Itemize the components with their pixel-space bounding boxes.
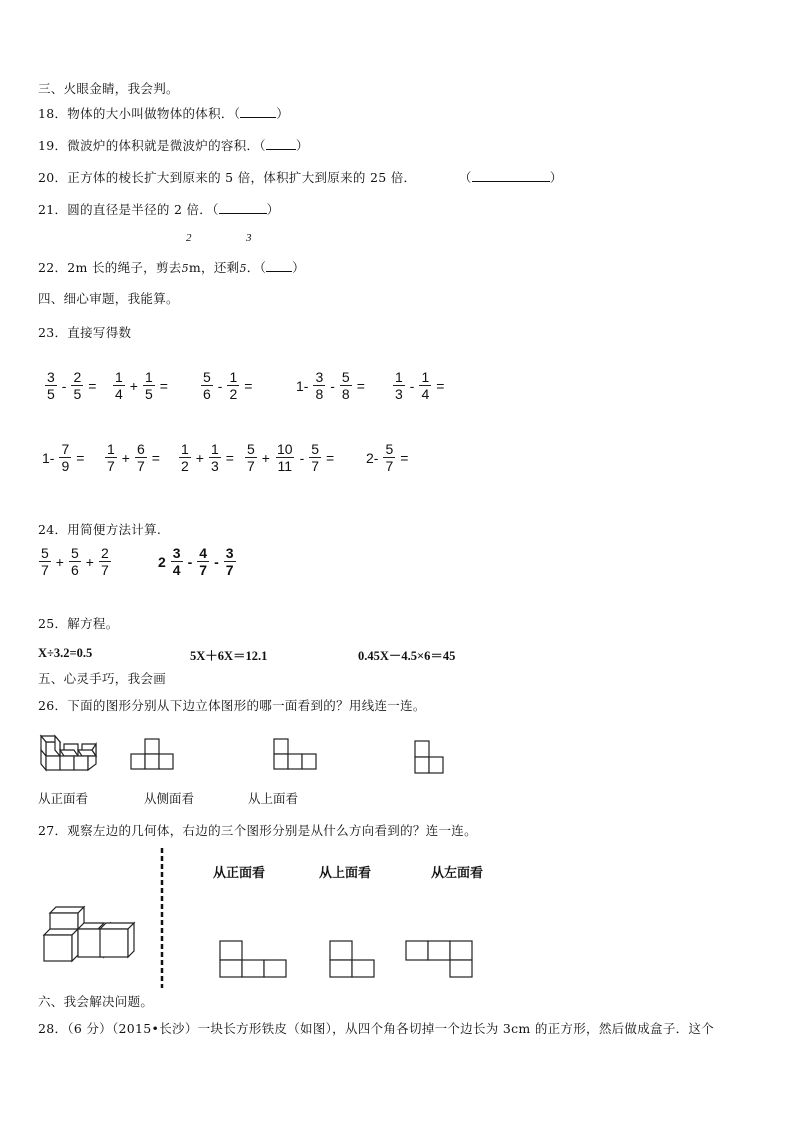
q23-row1-expr-4-frac-a-denominator: 8 bbox=[315, 386, 324, 403]
q18-answer-blank[interactable] bbox=[240, 106, 276, 118]
q27-view-shape-3 bbox=[405, 940, 475, 980]
q23-row2-expr-2-frac-b-denominator: 7 bbox=[136, 458, 145, 475]
q23-row1-expr-2-frac-a-denominator: 4 bbox=[115, 386, 123, 403]
q24-title: 24．用简便方法计算. bbox=[38, 522, 162, 537]
q23-row1-expr-3-frac-a bbox=[201, 369, 213, 402]
q27-view-shape-2 bbox=[329, 940, 377, 980]
q23-row2-expr-3-frac-a-denominator: 2 bbox=[181, 458, 189, 475]
q23-row2-expr-4-frac-b-denominator: 11 bbox=[277, 458, 293, 475]
q23-row1-expr-3 bbox=[200, 369, 256, 402]
q23-row1-expr-4-lead: 1- bbox=[296, 377, 309, 394]
q23-row2-expr-4-operator: + bbox=[261, 449, 270, 466]
q22-answer-blank[interactable] bbox=[266, 260, 292, 272]
q24-expr-1-frac-c-denominator: 7 bbox=[100, 562, 109, 579]
q22-frac2-num: 3 bbox=[246, 232, 252, 244]
q23-row1-expr-5-equals: = bbox=[436, 377, 445, 394]
q23-row2-expr-1-equals: = bbox=[76, 449, 85, 466]
q24-expr-1-frac-c bbox=[99, 545, 111, 578]
q19-text: 19．微波炉的体积就是微波炉的容积．（ bbox=[38, 138, 266, 153]
q23-row1-expr-5-frac-b-denominator: 4 bbox=[421, 386, 430, 403]
q21-answer-blank[interactable] bbox=[219, 202, 267, 214]
q26-title: 26．下面的图形分别从下边立体图形的哪一面看到的？用线连一连。 bbox=[38, 698, 426, 713]
q23-row2-expr-3-frac-b-denominator: 3 bbox=[210, 458, 219, 475]
q23-row1-expr-1-frac-a bbox=[45, 369, 57, 402]
q23-row1-expr-5-frac-a-numerator: 1 bbox=[395, 369, 403, 385]
q23-row2-expr-2 bbox=[104, 441, 164, 474]
q23-row2-expr-5-frac-a-numerator: 5 bbox=[385, 441, 394, 457]
q23-row1-expr-3-frac-b-numerator: 1 bbox=[229, 369, 238, 385]
q18-text: 18．物体的大小叫做物体的体积．（ bbox=[38, 106, 241, 121]
q23-row1-expr-1-frac-b-numerator: 2 bbox=[73, 369, 82, 385]
q23-row2-expr-5-equals: = bbox=[400, 449, 409, 466]
q26-solid-figure bbox=[38, 730, 102, 774]
question-21 bbox=[38, 200, 279, 218]
q27-view-shape-1 bbox=[219, 940, 289, 980]
q23-row2-expr-4-frac-c-numerator: 5 bbox=[311, 441, 320, 457]
q23-row1-expr-2-frac-b-denominator: 5 bbox=[144, 386, 153, 403]
q23-row1-expr-2-operator: + bbox=[129, 377, 138, 394]
q25-equation-3: 0.45X－4.5×6＝45 bbox=[358, 649, 456, 663]
q24-expr-2-operator-2: - bbox=[214, 553, 219, 570]
q25-equation-1: X÷3.2=0.5 bbox=[38, 646, 93, 660]
q23-row2-expr-2-frac-a bbox=[105, 441, 117, 474]
q23-row1-expr-3-frac-a-numerator: 5 bbox=[203, 369, 211, 385]
q23-row1-expr-5-frac-b bbox=[419, 369, 431, 402]
q23-row1-expr-4-operator: - bbox=[330, 377, 335, 394]
q27-header-front: 从正面看 bbox=[213, 866, 266, 881]
q24-expr-2-frac-b-numerator: 4 bbox=[199, 545, 208, 561]
q24-expr-2 bbox=[154, 545, 237, 578]
q23-row2-expr-5-frac-a bbox=[383, 441, 395, 474]
q24-expr-2-frac-b-denominator: 7 bbox=[199, 562, 208, 579]
q23-row2-expr-3-frac-a bbox=[179, 441, 191, 474]
q23-row2-expr-4-frac-a-numerator: 5 bbox=[247, 441, 255, 457]
q23-row2-expr-3-frac-a-numerator: 1 bbox=[181, 441, 189, 457]
q27-title: 27．观察左边的几何体，右边的三个图形分别是从什么方向看到的？连一连。 bbox=[38, 823, 477, 838]
q27-header-left: 从左面看 bbox=[431, 866, 484, 881]
question-22 bbox=[38, 258, 305, 276]
q23-row1-expr-4-frac-b-numerator: 5 bbox=[341, 369, 350, 385]
q23-row1-expr-2 bbox=[112, 369, 172, 402]
q23-title: 23．直接写得数 bbox=[38, 325, 132, 340]
q23-row1-expr-2-frac-b-numerator: 1 bbox=[144, 369, 153, 385]
q24-expr-1-frac-c-numerator: 2 bbox=[100, 545, 109, 561]
section-4-heading: 四、细心审题，我能算。 bbox=[38, 291, 179, 306]
q24-expr-1-frac-b-denominator: 6 bbox=[70, 562, 79, 579]
q23-row1-expr-1 bbox=[44, 369, 100, 402]
q23-row1-expr-2-frac-a bbox=[113, 369, 125, 402]
q23-row2-expr-2-frac-b-numerator: 6 bbox=[136, 441, 145, 457]
q24-expr-1-operator-2: + bbox=[85, 553, 94, 570]
q25-equation-2: 5X＋6X＝12.1 bbox=[190, 649, 268, 663]
q23-row1-expr-4-frac-a-numerator: 3 bbox=[315, 369, 324, 385]
q21-close: ） bbox=[266, 202, 280, 217]
q24-expr-2-frac-a-denominator: 4 bbox=[172, 562, 181, 579]
q23-row1-expr-1-frac-a-numerator: 3 bbox=[47, 369, 55, 385]
q20-text: 20．正方体的棱长扩大到原来的 5 倍，体积扩大到原来的 25 倍． bbox=[38, 170, 417, 185]
q24-expr-2-whole: 2 bbox=[158, 553, 166, 570]
q23-row1-expr-4 bbox=[292, 369, 369, 402]
q23-row1-expr-4-frac-b bbox=[340, 369, 352, 402]
q23-row2-expr-1-lead: 1- bbox=[42, 449, 55, 466]
q26-view-shape-2 bbox=[273, 738, 319, 770]
q23-row1-expr-3-operator: - bbox=[217, 377, 223, 394]
q25-title: 25．解方程。 bbox=[38, 616, 119, 631]
q23-row2-expr-4-frac-b-numerator: 10 bbox=[276, 441, 293, 457]
q19-answer-blank[interactable] bbox=[266, 138, 296, 150]
q23-row2-expr-1-frac-a-numerator: 7 bbox=[61, 441, 70, 457]
q22-post: ．（ bbox=[246, 260, 267, 275]
q24-expr-2-operator: - bbox=[187, 553, 193, 570]
q23-row2-expr-4-operator-2: - bbox=[299, 449, 305, 466]
q27-divider bbox=[160, 848, 164, 988]
q23-row1-expr-1-frac-b-denominator: 5 bbox=[73, 386, 82, 403]
q23-row2-expr-3-frac-b-numerator: 1 bbox=[210, 441, 219, 457]
q23-row2-expr-2-frac-a-denominator: 7 bbox=[107, 458, 115, 475]
q18-close: ） bbox=[276, 106, 290, 121]
q24-expr-2-frac-b bbox=[197, 545, 209, 578]
q23-row1-expr-5-frac-b-numerator: 1 bbox=[421, 369, 430, 385]
q23-row2-expr-1 bbox=[38, 441, 88, 474]
q23-row2-expr-4-frac-b bbox=[275, 441, 295, 474]
q23-row1-expr-5-frac-a bbox=[393, 369, 405, 402]
q23-row1-expr-3-frac-b bbox=[227, 369, 239, 402]
q23-row1-expr-1-operator: - bbox=[61, 377, 67, 394]
q23-row2-expr-5-lead: 2- bbox=[366, 449, 379, 466]
q22-frac2-den: 5 bbox=[239, 262, 247, 275]
q23-row2-expr-2-frac-b bbox=[135, 441, 147, 474]
q19-close: ） bbox=[295, 138, 309, 153]
section-3-heading: 三、火眼金睛，我会判。 bbox=[38, 81, 179, 96]
q23-row2-expr-2-equals: = bbox=[151, 449, 160, 466]
q24-expr-1-operator: + bbox=[55, 553, 64, 570]
question-20 bbox=[38, 168, 563, 186]
q23-row2-expr-4-frac-c bbox=[309, 441, 321, 474]
q27-solid-figure bbox=[42, 905, 138, 963]
q24-expr-1-frac-a-denominator: 7 bbox=[41, 562, 49, 579]
q22-frac1-num: 2 bbox=[186, 232, 192, 244]
q23-row2-expr-2-frac-a-numerator: 1 bbox=[107, 441, 115, 457]
q20-answer-blank[interactable] bbox=[472, 170, 550, 182]
q20-open: （ bbox=[458, 170, 472, 185]
question-28: 28．（6 分）（2015•长沙）一块长方形铁皮（如图），从四个角各切掉一个边长为 3cm 的正方形，然后做成盒子．这个 bbox=[38, 1021, 715, 1036]
q24-expr-2-frac-c-denominator: 7 bbox=[225, 562, 234, 579]
q23-row2-expr-3-equals: = bbox=[225, 449, 234, 466]
q24-expr-1-frac-b bbox=[69, 545, 81, 578]
q23-row1-expr-3-equals: = bbox=[244, 377, 253, 394]
q23-row1-expr-2-frac-a-numerator: 1 bbox=[115, 369, 123, 385]
q27-header-top: 从上面看 bbox=[319, 866, 372, 881]
q23-row1-expr-5-operator: - bbox=[409, 377, 415, 394]
q23-row2-expr-4 bbox=[244, 441, 338, 474]
q24-expr-2-frac-a bbox=[171, 545, 183, 578]
q26-label-side: 从侧面看 bbox=[144, 791, 195, 806]
q23-row2-expr-1-frac-a-denominator: 9 bbox=[61, 458, 70, 475]
q23-row2-expr-3 bbox=[178, 441, 238, 474]
q24-expr-1-frac-a bbox=[39, 545, 51, 578]
q26-label-front: 从正面看 bbox=[38, 791, 89, 806]
q23-row1-expr-1-equals: = bbox=[88, 377, 97, 394]
q24-expr-2-frac-c-numerator: 3 bbox=[225, 545, 234, 561]
q21-text: 21．圆的直径是半径的 2 倍．（ bbox=[38, 202, 219, 217]
section-5-heading: 五、心灵手巧，我会画 bbox=[38, 671, 167, 686]
q23-row2-expr-3-frac-b bbox=[209, 441, 221, 474]
q22-mid: m，还剩 bbox=[188, 260, 240, 275]
q23-row2-expr-5 bbox=[362, 441, 412, 474]
q24-expr-2-frac-c bbox=[224, 545, 236, 578]
q22-close: ） bbox=[292, 260, 305, 275]
q23-row1-expr-3-frac-b-denominator: 2 bbox=[229, 386, 238, 403]
q23-row1-expr-1-frac-b bbox=[71, 369, 83, 402]
q26-view-shape-1 bbox=[130, 738, 176, 770]
question-19 bbox=[38, 136, 309, 154]
q23-row2-expr-3-operator: + bbox=[195, 449, 204, 466]
question-18 bbox=[38, 104, 289, 122]
q23-row2-expr-5-frac-a-denominator: 7 bbox=[385, 458, 394, 475]
q20-close: ） bbox=[549, 170, 563, 185]
q23-row2-expr-4-frac-a-denominator: 7 bbox=[247, 458, 255, 475]
q23-row1-expr-2-equals: = bbox=[159, 377, 168, 394]
q23-row1-expr-5 bbox=[392, 369, 448, 402]
q26-label-top: 从上面看 bbox=[248, 791, 299, 806]
q24-expr-1-frac-b-numerator: 5 bbox=[70, 545, 79, 561]
q24-expr-1-frac-a-numerator: 5 bbox=[41, 545, 49, 561]
q24-expr-2-frac-a-numerator: 3 bbox=[172, 545, 181, 561]
q23-row1-expr-5-frac-a-denominator: 3 bbox=[395, 386, 403, 403]
q23-row1-expr-4-frac-a bbox=[313, 369, 325, 402]
section-6-heading: 六、我会解决问题。 bbox=[38, 994, 154, 1009]
q23-row2-expr-4-equals: = bbox=[326, 449, 335, 466]
q26-view-shape-3 bbox=[414, 740, 446, 774]
q23-row1-expr-3-frac-a-denominator: 6 bbox=[203, 386, 211, 403]
q23-row1-expr-2-frac-b bbox=[143, 369, 155, 402]
q23-row1-expr-4-equals: = bbox=[356, 377, 365, 394]
q23-row2-expr-2-operator: + bbox=[121, 449, 130, 466]
q23-row1-expr-4-frac-b-denominator: 8 bbox=[341, 386, 350, 403]
q23-row2-expr-4-frac-a bbox=[245, 441, 257, 474]
q23-row2-expr-1-frac-a bbox=[59, 441, 71, 474]
q22-pre: 22．2m 长的绳子，剪去 bbox=[38, 260, 182, 275]
q23-row2-expr-4-frac-c-denominator: 7 bbox=[311, 458, 320, 475]
q22-frac1-den: 5 bbox=[181, 262, 189, 275]
q24-expr-1 bbox=[38, 545, 112, 578]
q23-row1-expr-1-frac-a-denominator: 5 bbox=[47, 386, 55, 403]
